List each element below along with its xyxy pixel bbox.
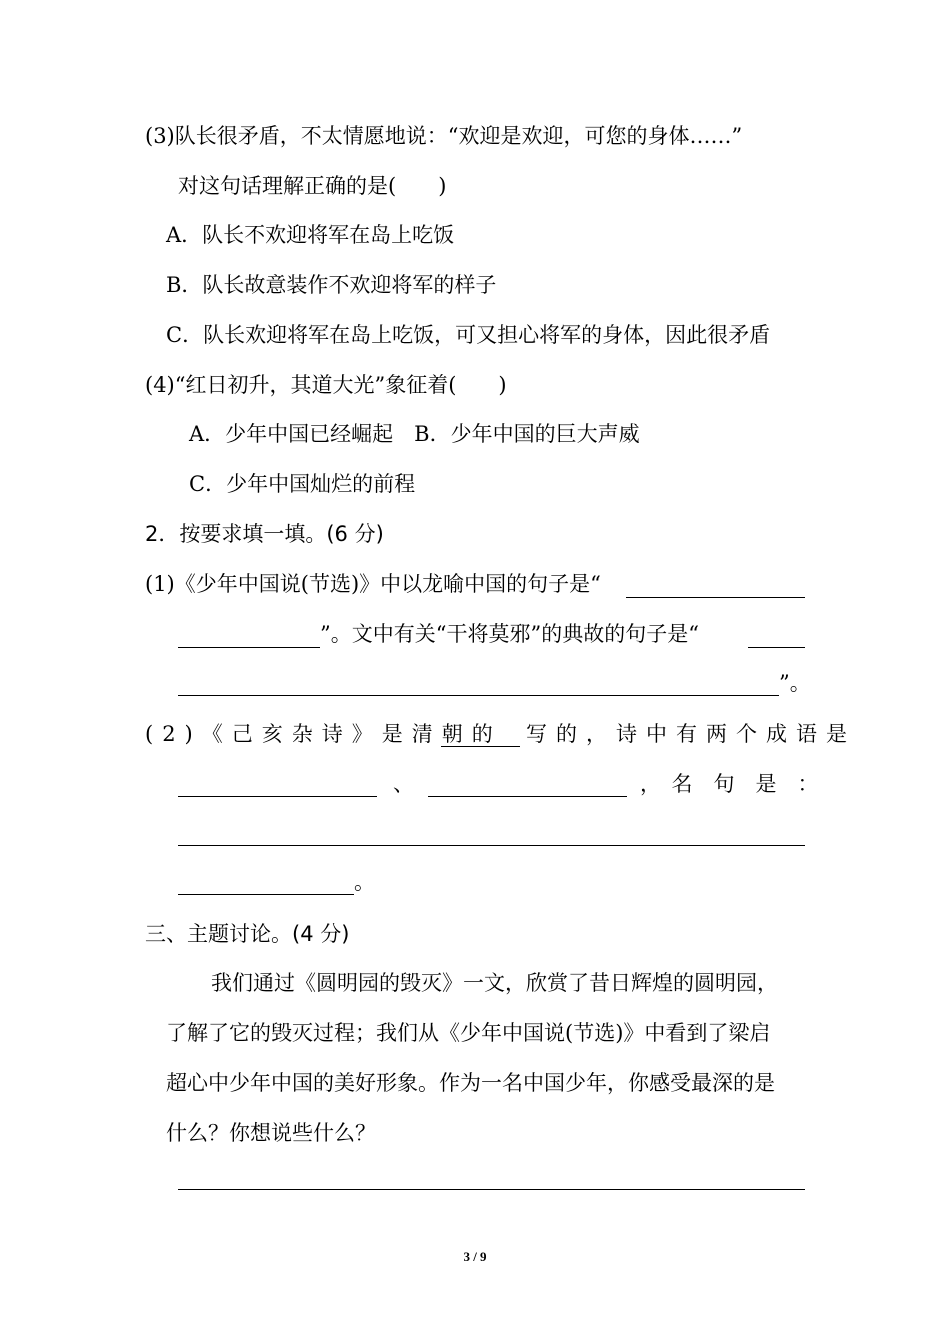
q1-4-stem: (4)“红日初升，其道大光”象征着( ) [145,373,507,397]
q1-3-option-b: B．队长故意装作不欢迎将军的样子 [166,273,497,297]
blank-line [748,647,805,648]
q3-para-line1: 我们通过《圆明园的毁灭》一文，欣赏了昔日辉煌的圆明园， [211,971,778,995]
page-number: 3 / 9 [463,1249,487,1264]
blank-line [178,647,320,648]
q2-2-part3: ， 名 句 是 ： [640,772,819,796]
q3-para-line4: 什么？你想说些什么？ [166,1121,376,1145]
q3-para-line3: 超心中少年中国的美好形象。作为一名中国少年，你感受最深的是 [166,1071,775,1095]
q1-3-option-c: C．队长欢迎将军在岛上吃饭，可又担心将军的身体，因此很矛盾 [166,323,771,347]
blank-line [178,796,377,797]
q1-3-stem: (3)队长很矛盾，不太情愿地说：“欢迎是欢迎，可您的身体……” [145,124,743,148]
q1-4-option-c: C．少年中国灿烂的前程 [189,472,416,496]
blank-line [626,597,805,598]
q3-para-line2: 了解了它的毁灭过程；我们从《少年中国说(节选)》中看到了梁启 [166,1021,771,1045]
blank-line [178,894,354,895]
q2-2-separator: 、 [393,772,414,796]
blank-line [178,695,779,696]
q2-1-line2: ”。文中有关“干将莫邪”的典故的句子是“ [320,622,699,646]
q2-1-line3-end: ”。 [779,671,811,695]
q1-3-prompt: 对这句话理解正确的是( ) [178,174,447,198]
answer-line [178,1189,805,1190]
q2-1-line1: (1)《少年中国说(节选)》中以龙喻中国的句子是“ [145,572,601,596]
q2-2-end: 。 [354,870,375,894]
q1-4-options-ab: A．少年中国已经崛起 B．少年中国的巨大声威 [189,422,640,446]
blank-line [441,746,520,747]
q3-heading: 三、主题讨论。(4 分) [145,922,350,946]
blank-line [178,845,805,846]
q2-2-part1: (2)《己亥杂诗》是清朝的 [145,722,502,746]
blank-line [428,796,627,797]
q2-2-part2: 写的，诗中有两个成语是 [526,722,856,746]
q2-heading: 2．按要求填一填。(6 分) [145,522,384,546]
q1-3-option-a: A．队长不欢迎将军在岛上吃饭 [166,223,455,247]
